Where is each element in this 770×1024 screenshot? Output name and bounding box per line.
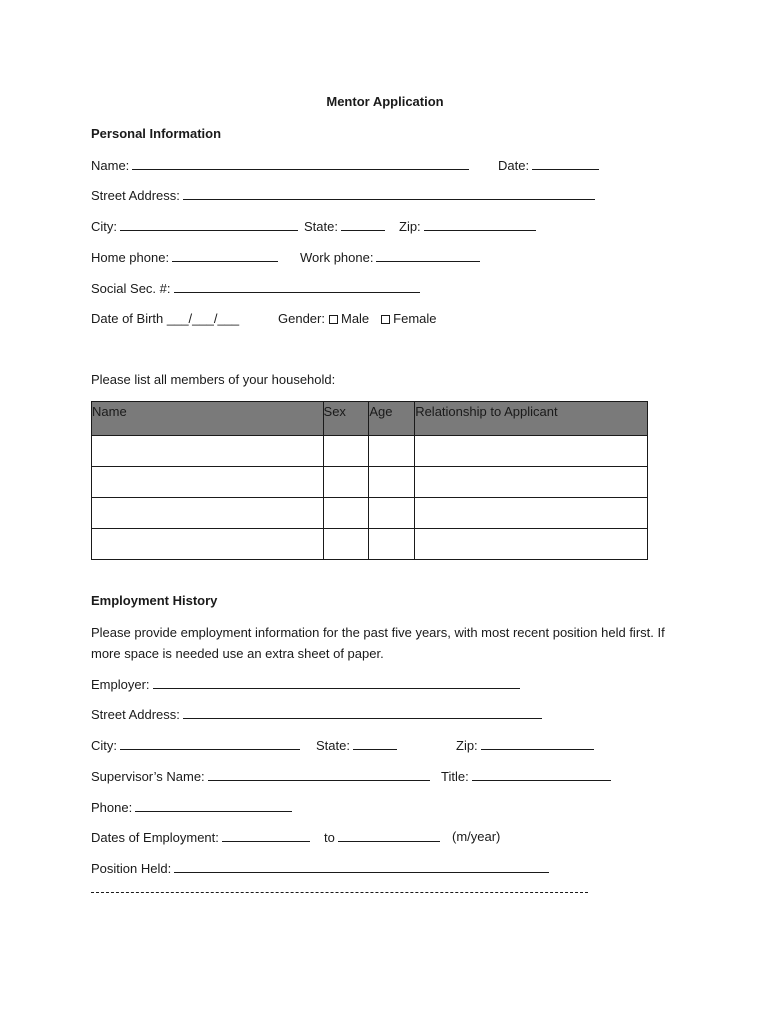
zip-field[interactable] (424, 218, 536, 231)
employer-field[interactable] (153, 676, 520, 689)
table-row (92, 467, 648, 498)
employer-phone-label: Phone: (91, 800, 133, 815)
household-cell-sex[interactable] (323, 529, 369, 560)
dob-label[interactable]: Date of Birth ___/___/___ (91, 311, 240, 326)
employer-state-field[interactable] (353, 737, 397, 750)
employer-zip-row (456, 737, 594, 753)
title-field[interactable] (472, 768, 611, 781)
household-cell-relationship[interactable] (415, 498, 648, 529)
street-label: Street Address: (91, 188, 180, 203)
ssn-row (91, 280, 420, 296)
female-checkbox[interactable] (381, 315, 390, 324)
employer-city-label: City: (91, 738, 117, 753)
city-field[interactable] (120, 218, 298, 231)
name-row (91, 157, 469, 173)
work-phone-row (300, 249, 480, 265)
employer-state-label: State: (316, 738, 350, 753)
employer-street-field[interactable] (183, 706, 542, 719)
household-cell-age[interactable] (369, 467, 415, 498)
household-cell-name[interactable] (92, 467, 324, 498)
document-title: Mentor Application (326, 94, 444, 109)
table-row (92, 436, 648, 467)
household-cell-relationship[interactable] (415, 529, 648, 560)
section-separator (91, 892, 588, 893)
position-row (91, 860, 549, 876)
employer-street-row (91, 706, 542, 722)
employer-label: Employer: (91, 677, 150, 692)
dates-row (91, 829, 310, 845)
dates-to-row (324, 829, 440, 845)
state-label: State: (304, 219, 338, 234)
household-cell-sex[interactable] (323, 436, 369, 467)
household-header-row (92, 402, 648, 436)
household-cell-name[interactable] (92, 529, 324, 560)
household-cell-age[interactable] (369, 436, 415, 467)
home-phone-label: Home phone: (91, 250, 170, 265)
zip-row (399, 218, 536, 234)
street-row (91, 187, 595, 203)
household-cell-sex[interactable] (323, 467, 369, 498)
dates-to-field[interactable] (338, 829, 440, 842)
employer-zip-field[interactable] (481, 737, 594, 750)
household-col-sex: Sex (323, 402, 369, 436)
state-field[interactable] (341, 218, 385, 231)
household-col-relationship: Relationship to Applicant (415, 402, 648, 436)
dates-label: Dates of Employment: (91, 830, 219, 845)
gender-row (278, 311, 437, 326)
home-phone-row (91, 249, 278, 265)
date-row (498, 157, 599, 173)
household-prompt: Please list all members of your household: (91, 372, 336, 387)
household-col-name: Name (92, 402, 324, 436)
city-label: City: (91, 219, 117, 234)
supervisor-label: Supervisor’s Name: (91, 769, 205, 784)
title-row (441, 768, 611, 784)
female-label: Female (393, 311, 437, 326)
employment-instructions: Please provide employment information for the past five years, with most recent position held first. If more space is needed use an extra sheet of paper. (91, 625, 665, 661)
supervisor-row (91, 768, 430, 784)
employer-state-row (316, 737, 397, 753)
work-phone-label: Work phone: (300, 250, 374, 265)
table-row (92, 498, 648, 529)
zip-label: Zip: (399, 219, 421, 234)
employer-phone-row (91, 799, 292, 815)
employer-row (91, 676, 520, 692)
employer-phone-field[interactable] (135, 799, 292, 812)
city-row (91, 218, 298, 234)
household-table (91, 401, 648, 560)
household-cell-relationship[interactable] (415, 467, 648, 498)
position-label: Position Held: (91, 861, 172, 876)
household-cell-sex[interactable] (323, 498, 369, 529)
date-label: Date: (498, 158, 530, 173)
employer-zip-label: Zip: (456, 738, 478, 753)
title-label: Title: (441, 769, 469, 784)
state-row (304, 218, 385, 234)
employment-heading: Employment History (91, 593, 218, 608)
street-field[interactable] (183, 187, 595, 200)
household-cell-age[interactable] (369, 498, 415, 529)
employer-city-field[interactable] (120, 737, 300, 750)
personal-info-heading: Personal Information (91, 126, 222, 141)
home-phone-field[interactable] (172, 249, 278, 262)
employer-street-label: Street Address: (91, 707, 180, 722)
name-field[interactable] (132, 157, 469, 170)
work-phone-field[interactable] (376, 249, 480, 262)
household-cell-relationship[interactable] (415, 436, 648, 467)
household-cell-name[interactable] (92, 498, 324, 529)
position-field[interactable] (174, 860, 549, 873)
dates-from-field[interactable] (222, 829, 310, 842)
date-field[interactable] (532, 157, 599, 170)
household-cell-name[interactable] (92, 436, 324, 467)
table-row (92, 529, 648, 560)
dates-to-label: to (324, 830, 335, 845)
ssn-field[interactable] (174, 280, 420, 293)
name-label: Name: (91, 158, 130, 173)
gender-label: Gender: (278, 311, 325, 326)
household-cell-age[interactable] (369, 529, 415, 560)
ssn-label: Social Sec. #: (91, 281, 171, 296)
male-label: Male (340, 311, 370, 326)
dates-unit: (m/year) (452, 829, 501, 844)
male-checkbox[interactable] (329, 315, 338, 324)
employer-city-row (91, 737, 300, 753)
household-col-age: Age (369, 402, 415, 436)
supervisor-field[interactable] (208, 768, 430, 781)
dob-row (91, 311, 239, 326)
